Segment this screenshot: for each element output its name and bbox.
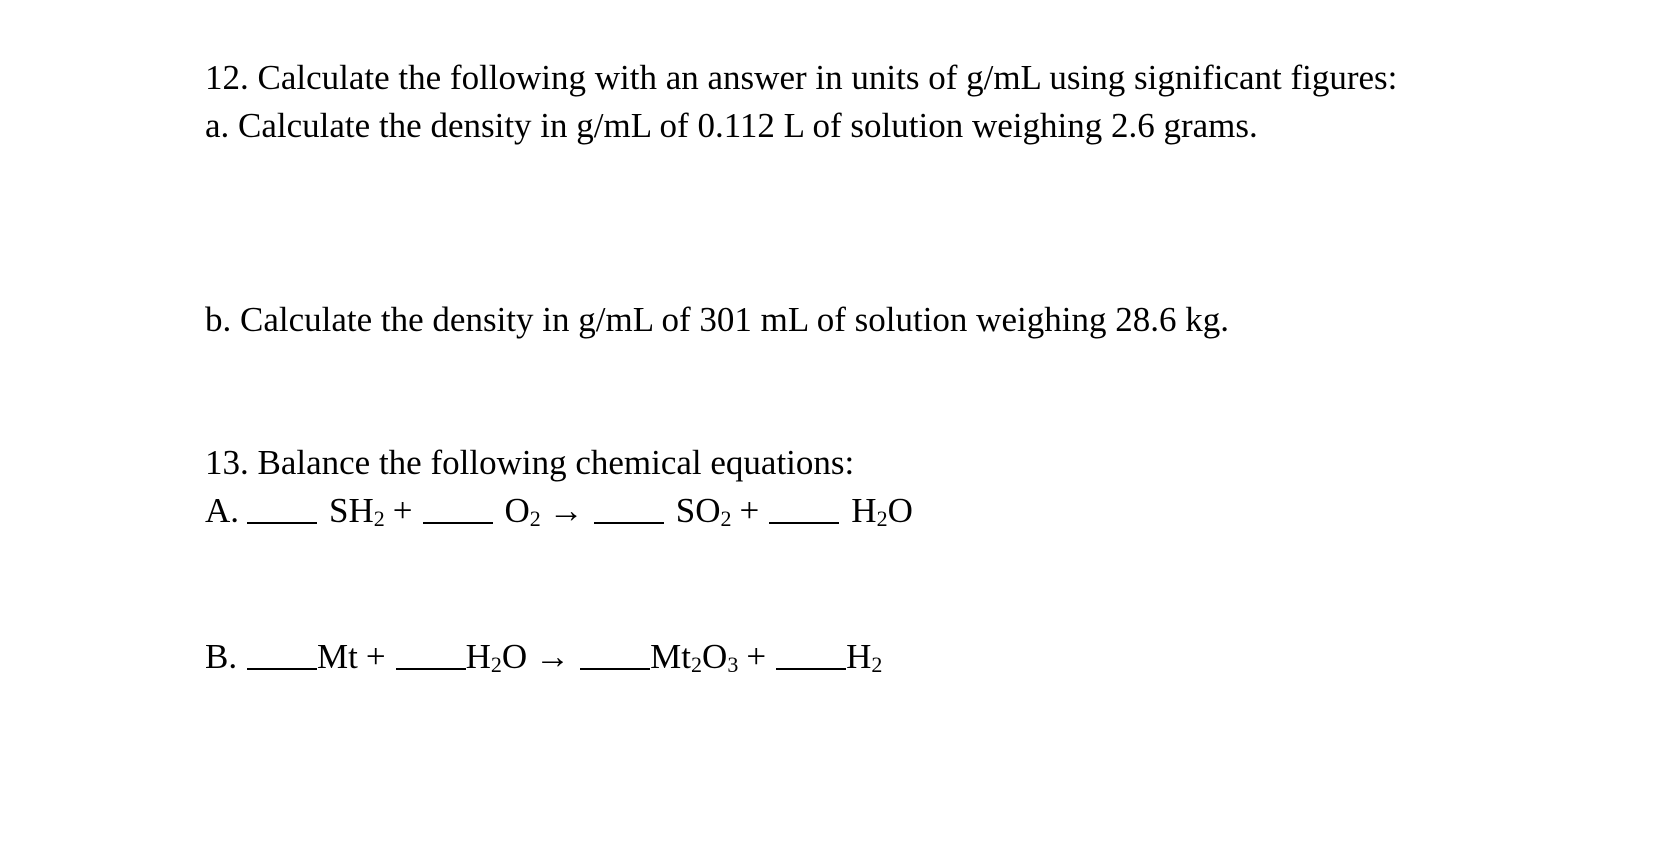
equation-b-blank-3[interactable] bbox=[580, 667, 650, 670]
equation-a-blank-3[interactable] bbox=[594, 521, 664, 524]
equation-b-blank-4[interactable] bbox=[776, 667, 846, 670]
equation-a-arrow: → bbox=[548, 491, 584, 530]
question-12-part-a: a. Calculate the density in g/mL of 0.112 L of solution weighing 2.6 grams. bbox=[205, 106, 1258, 145]
equation-b-blank-2[interactable] bbox=[396, 667, 466, 670]
equation-b-plus-2: + bbox=[746, 637, 767, 676]
equation-a bbox=[205, 491, 921, 531]
equation-b-plus-1: + bbox=[365, 637, 386, 676]
equation-b bbox=[205, 637, 890, 677]
equation-b-reactant-2: $H_2O$ bbox=[465, 637, 528, 677]
equation-b-arrow: → bbox=[535, 637, 571, 676]
equation-a-plus-1: + bbox=[392, 491, 413, 530]
question-12-title: 12. Calculate the following with an answer in units of g/mL using significant figures: bbox=[205, 58, 1398, 97]
equation-b-product-1: $Mt_2O_3$ bbox=[650, 637, 739, 677]
equation-a-plus-2: + bbox=[739, 491, 760, 530]
equation-b-label: B. bbox=[205, 637, 238, 676]
equation-b-blank-1[interactable] bbox=[247, 667, 317, 670]
question-12-part-b: b. Calculate the density in g/mL of 301 mL of solution weighing 28.6 kg. bbox=[205, 300, 1229, 339]
equation-a-reactant-1: $SH_2$ bbox=[329, 491, 385, 531]
question-13-title: 13. Balance the following chemical equations: bbox=[205, 443, 855, 482]
equation-a-blank-4[interactable] bbox=[769, 521, 839, 524]
equation-a-label: A. bbox=[205, 491, 240, 530]
equation-a-reactant-2: $O_2$ bbox=[504, 491, 541, 531]
equation-a-blank-2[interactable] bbox=[423, 521, 493, 524]
equation-a-blank-1[interactable] bbox=[247, 521, 317, 524]
equation-a-product-1: $SO_2$ bbox=[675, 491, 732, 531]
equation-b-product-2: $H_2$ bbox=[846, 637, 883, 677]
equation-b-reactant-1: Mt bbox=[317, 637, 358, 676]
equation-a-product-2: $H_2O$ bbox=[851, 491, 913, 531]
